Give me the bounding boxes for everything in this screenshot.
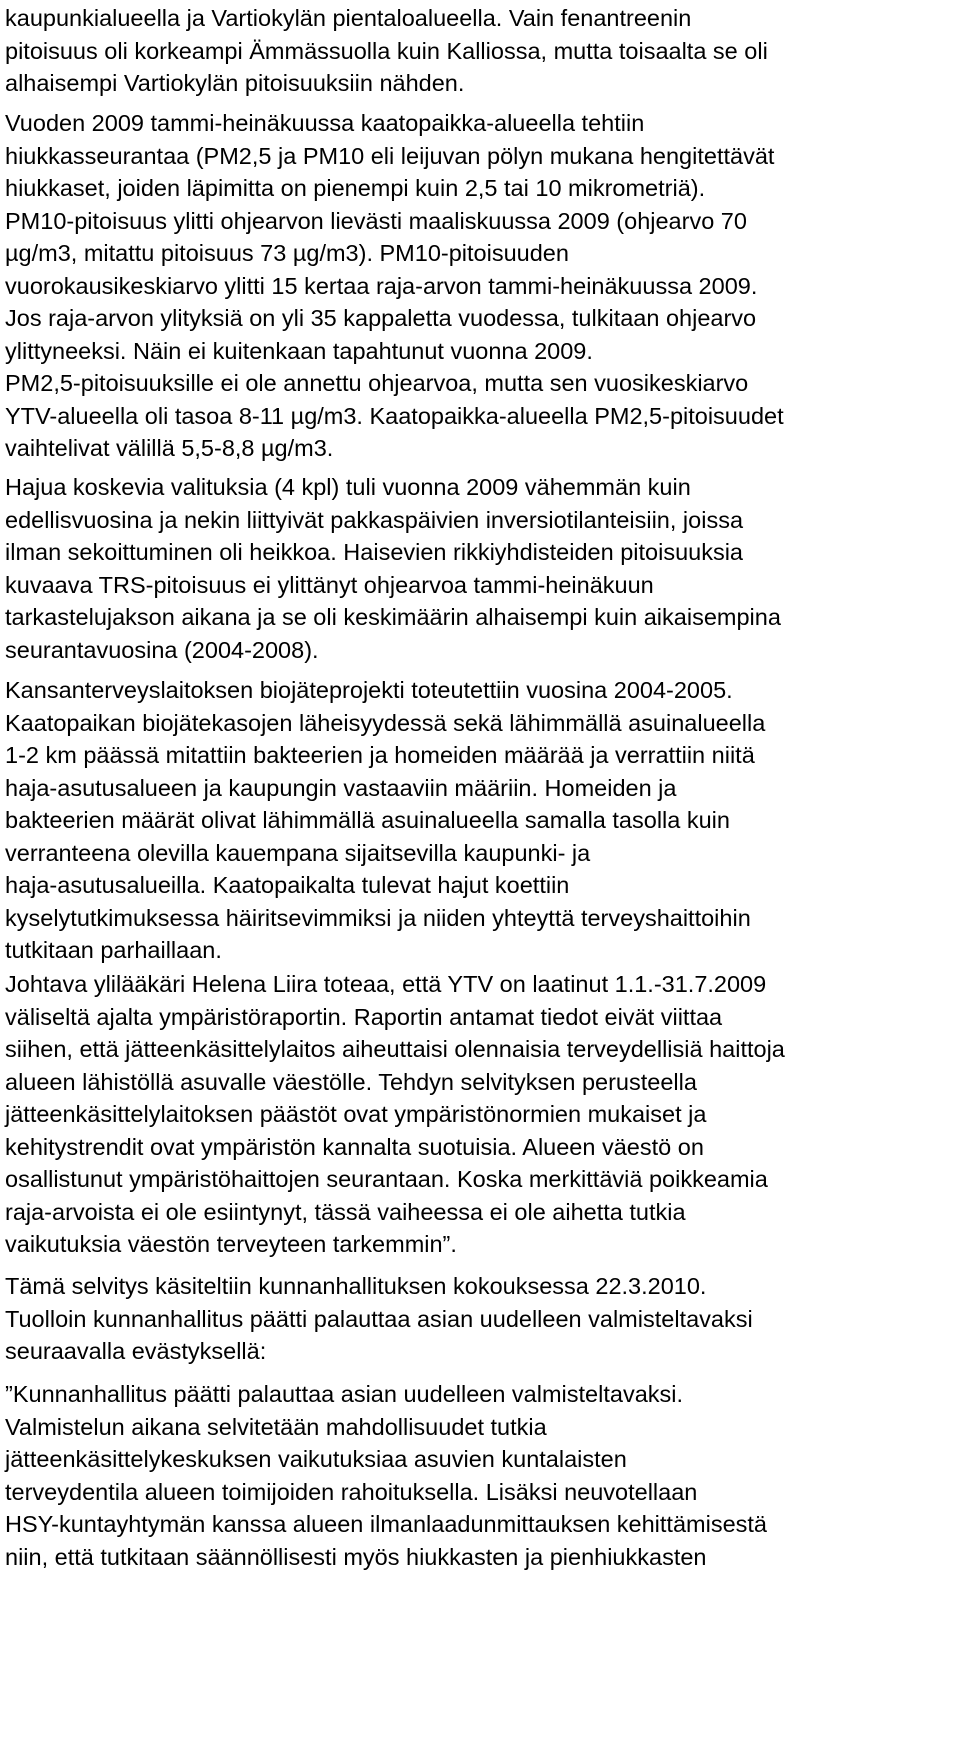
text-line: Tuolloin kunnanhallitus päätti palauttaa asian uudelleen valmisteltavaksi (5, 1305, 753, 1332)
text-line: jätteenkäsittelylaitoksen päästöt ovat ympäristönormien mukaiset ja (5, 1101, 707, 1127)
text-line: kaupunkialueella ja Vartiokylän pientaloalueella. Vain fenantreenin (5, 5, 692, 31)
text-line: kyselytutkimuksessa häiritsevimmiksi ja niiden yhteyttä terveyshaittoihin (5, 904, 751, 931)
text-line: väliseltä ajalta ympäristöraportin. Raportin antamat tiedot eivät viittaa (5, 1003, 723, 1030)
text-line: ylittyneeksi. Näin ei kuitenkaan tapahtunut vuonna 2009. (5, 337, 593, 364)
text-line: hiukkaset, joiden läpimitta on pienempi kuin 2,5 tai 10 mikrometriä). (5, 175, 706, 201)
text-line: jätteenkäsittelykeskuksen vaikutuksiaa asuvien kuntalaisten (5, 1446, 627, 1472)
text-line: haja-asutusalueen ja kaupungin vastaaviin määriin. Homeiden ja (5, 774, 677, 801)
text-line: ilman sekoittuminen oli heikkoa. Haisevien rikkiyhdisteiden pitoisuuksia (5, 539, 744, 565)
text-line: vuorokausikeskiarvo ylitti 15 kertaa raja-arvon tammi-heinäkuussa 2009. (5, 272, 758, 299)
text-line: tarkastelujakson aikana ja se oli keskimäärin alhaisempi kuin aikaisempina (5, 604, 781, 630)
text-line: kehitystrendit ovat ympäristön kannalta suotuisia. Alueen väestö on (5, 1133, 704, 1160)
text-line: Kansanterveyslaitoksen biojäteprojekti toteutettiin vuosina 2004-2005. (5, 677, 733, 703)
text-line: alhaisempi Vartiokylän pitoisuuksiin nähden. (5, 70, 465, 96)
text-line: alueen lähistöllä asuvalle väestölle. Tehdyn selvityksen perusteella (5, 1068, 697, 1095)
text-line: vaihtelivat välillä 5,5-8,8 µg/m3. (5, 435, 334, 461)
text-line: terveydentila alueen toimijoiden rahoituksella. Lisäksi neuvotellaan (5, 1478, 698, 1505)
text-line: HSY-kuntayhtymän kanssa alueen ilmanlaadunmittauksen kehittämisestä (5, 1511, 767, 1537)
text-line: edellisvuosina ja nekin liittyivät pakkaspäivien inversiotilanteisiin, joissa (5, 506, 744, 533)
text-line: niin, että tutkitaan säännöllisesti myös hiukkasten ja pienhiukkasten (5, 1543, 707, 1570)
text-line: Kaatopaikan biojätekasojen läheisyydessä sekä lähimmällä asuinalueella (5, 709, 766, 736)
text-line: PM10-pitoisuus ylitti ohjearvon lievästi maaliskuussa 2009 (ohjearvo 70 (5, 207, 747, 234)
text-line: seurantavuosina (2004-2008). (5, 636, 319, 663)
text-line: Jos raja-arvon ylityksiä on yli 35 kappaletta vuodessa, tulkitaan ohjearvo (5, 305, 757, 331)
text-line: osallistunut ympäristöhaittojen seurantaan. Koska merkittäviä poikkeamia (5, 1166, 768, 1192)
text-line: vaikutuksia väestön terveyteen tarkemmin”. (5, 1231, 457, 1257)
text-line: ”Kunnanhallitus päätti palauttaa asian uudelleen valmisteltavaksi. (5, 1381, 684, 1407)
text-line: verranteena olevilla kauempana sijaitsevilla kaupunki- ja (5, 839, 591, 866)
text-line: Hajua koskevia valituksia (4 kpl) tuli vuonna 2009 vähemmän kuin (5, 474, 691, 500)
text-line: Tämä selvitys käsiteltiin kunnanhallituksen kokouksessa 22.3.2010. (5, 1273, 707, 1299)
text-line: seuraavalla evästyksellä: (5, 1338, 267, 1364)
text-line: haja-asutusalueilla. Kaatopaikalta tulevat hajut koettiin (5, 872, 570, 898)
text-line: Johtava ylilääkäri Helena Liira toteaa, että YTV on laatinut 1.1.-31.7.2009 (5, 971, 767, 997)
text-line: pitoisuus oli korkeampi Ämmässuolla kuin Kalliossa, mutta toisaalta se oli (5, 37, 768, 64)
text-line: bakteerien määrät olivat lähimmällä asuinalueella samalla tasolla kuin (5, 807, 730, 833)
text-line: siihen, että jätteenkäsittelylaitos aiheuttaisi olennaisia terveydellisiä haittoja (5, 1036, 785, 1062)
text-line: 1-2 km päässä mitattiin bakteerien ja homeiden määrää ja verrattiin niitä (5, 742, 755, 768)
text-line: hiukkasseurantaa (PM2,5 ja PM10 eli leijuvan pölyn mukana hengitettävät (5, 142, 775, 169)
text-line: raja-arvoista ei ole esiintynyt, tässä vaiheessa ei ole aihetta tutkia (5, 1198, 686, 1225)
text-line: Valmistelun aikana selvitetään mahdollisuudet tutkia (5, 1413, 547, 1440)
text-line: µg/m3, mitattu pitoisuus 73 µg/m3). PM10-pitoisuuden (5, 240, 569, 266)
text-line: tutkitaan parhaillaan. (5, 937, 222, 963)
text-line: Vuoden 2009 tammi-heinäkuussa kaatopaikka-alueella tehtiin (5, 110, 645, 136)
text-line: kuvaava TRS-pitoisuus ei ylittänyt ohjearvoa tammi-heinäkuun (5, 571, 654, 598)
text-line: PM2,5-pitoisuuksille ei ole annettu ohjearvoa, mutta sen vuosikeskiarvo (5, 370, 749, 396)
text-line: YTV-alueella oli tasoa 8-11 µg/m3. Kaatopaikka-alueella PM2,5-pitoisuudet (5, 402, 784, 429)
